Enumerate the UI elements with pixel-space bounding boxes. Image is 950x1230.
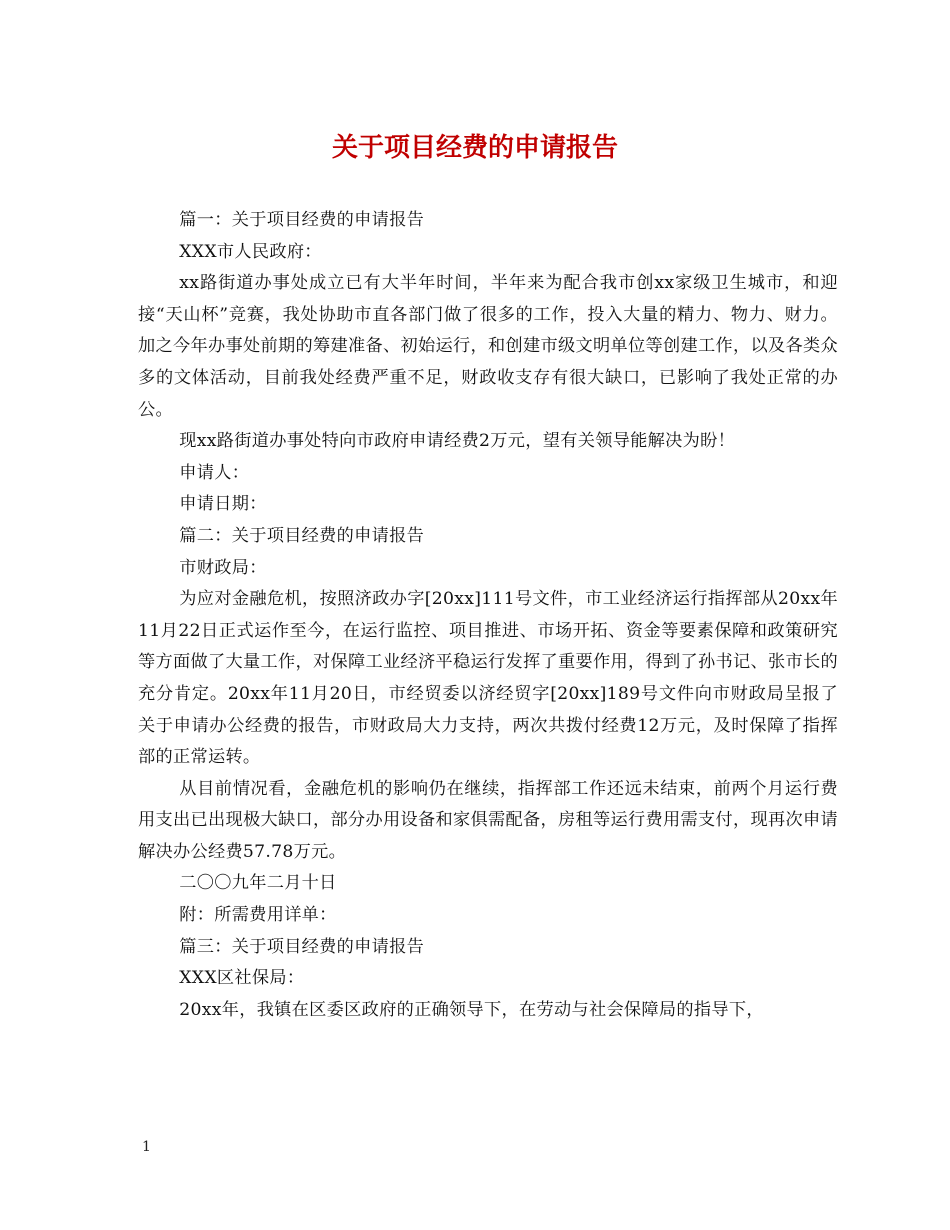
section-heading-3: 篇三：关于项目经费的申请报告	[179, 936, 425, 957]
salutation-1: XXX市人民政府：	[179, 241, 322, 262]
section-heading-2: 篇二：关于项目经费的申请报告	[179, 525, 425, 546]
salutation-3: XXX区社保局：	[179, 968, 305, 989]
body-paragraph: 20xx年，我镇在区委区政府的正确领导下，在劳动与社会保障局的指导下，	[179, 999, 764, 1020]
application-date-line: 申请日期：	[179, 494, 267, 515]
page-number: 1	[142, 1139, 151, 1155]
date-line: 二〇〇九年二月十日	[179, 873, 337, 894]
body-paragraph: xx路街道办事处成立已有大半年时间，半年来为配合我市创xx家级卫生城市，和迎接“天山杯”竞赛，我处协助市直各部门做了很多的工作，投入大量的精力、物力、财力。加之今年办事处前期的筹建准备、初始运行，和创建市级文明单位等创建工作，以及各类众多的文体活动，目前我处经费严重不足，财政收支存有很大缺口，已影响了我处正常的办公。	[138, 273, 838, 420]
body-paragraph: 为应对金融危机，按照济政办字[20xx]111号文件，市工业经济运行指挥部从20xx年11月22日正式运作至今，在运行监控、项目推进、市场开拓、资金等要素保障和政策研究等方面做了大量工作，对保障工业经济平稳运行发挥了重要作用，得到了孙书记、张市长的充分肯定。20xx年11月20日，市经贸委以济经贸字[20xx]189号文件向市财政局呈报了关于申请办公经费的报告，市财政局大力支持，两次共拨付经费12万元，及时保障了指挥部的正常运转。	[138, 589, 838, 768]
page-title: 关于项目经费的申请报告	[331, 133, 618, 163]
section-heading-1: 篇一：关于项目经费的申请报告	[179, 210, 425, 230]
body-paragraph: 现xx路街道办事处特向市政府申请经费2万元，望有关领导能解决为盼！	[179, 431, 736, 452]
attachment-line: 附：所需费用详单：	[179, 905, 337, 926]
body-paragraph: 从目前情况看，金融危机的影响仍在继续，指挥部工作还远未结束，前两个月运行费用支出已出现极大缺口，部分办用设备和家俱需配备，房租等运行费用需支付，现再次申请解决办公经费57.78万元。	[138, 778, 838, 862]
document-body	[138, 205, 838, 1026]
salutation-2: 市财政局：	[179, 557, 267, 578]
applicant-line: 申请人：	[179, 462, 250, 483]
